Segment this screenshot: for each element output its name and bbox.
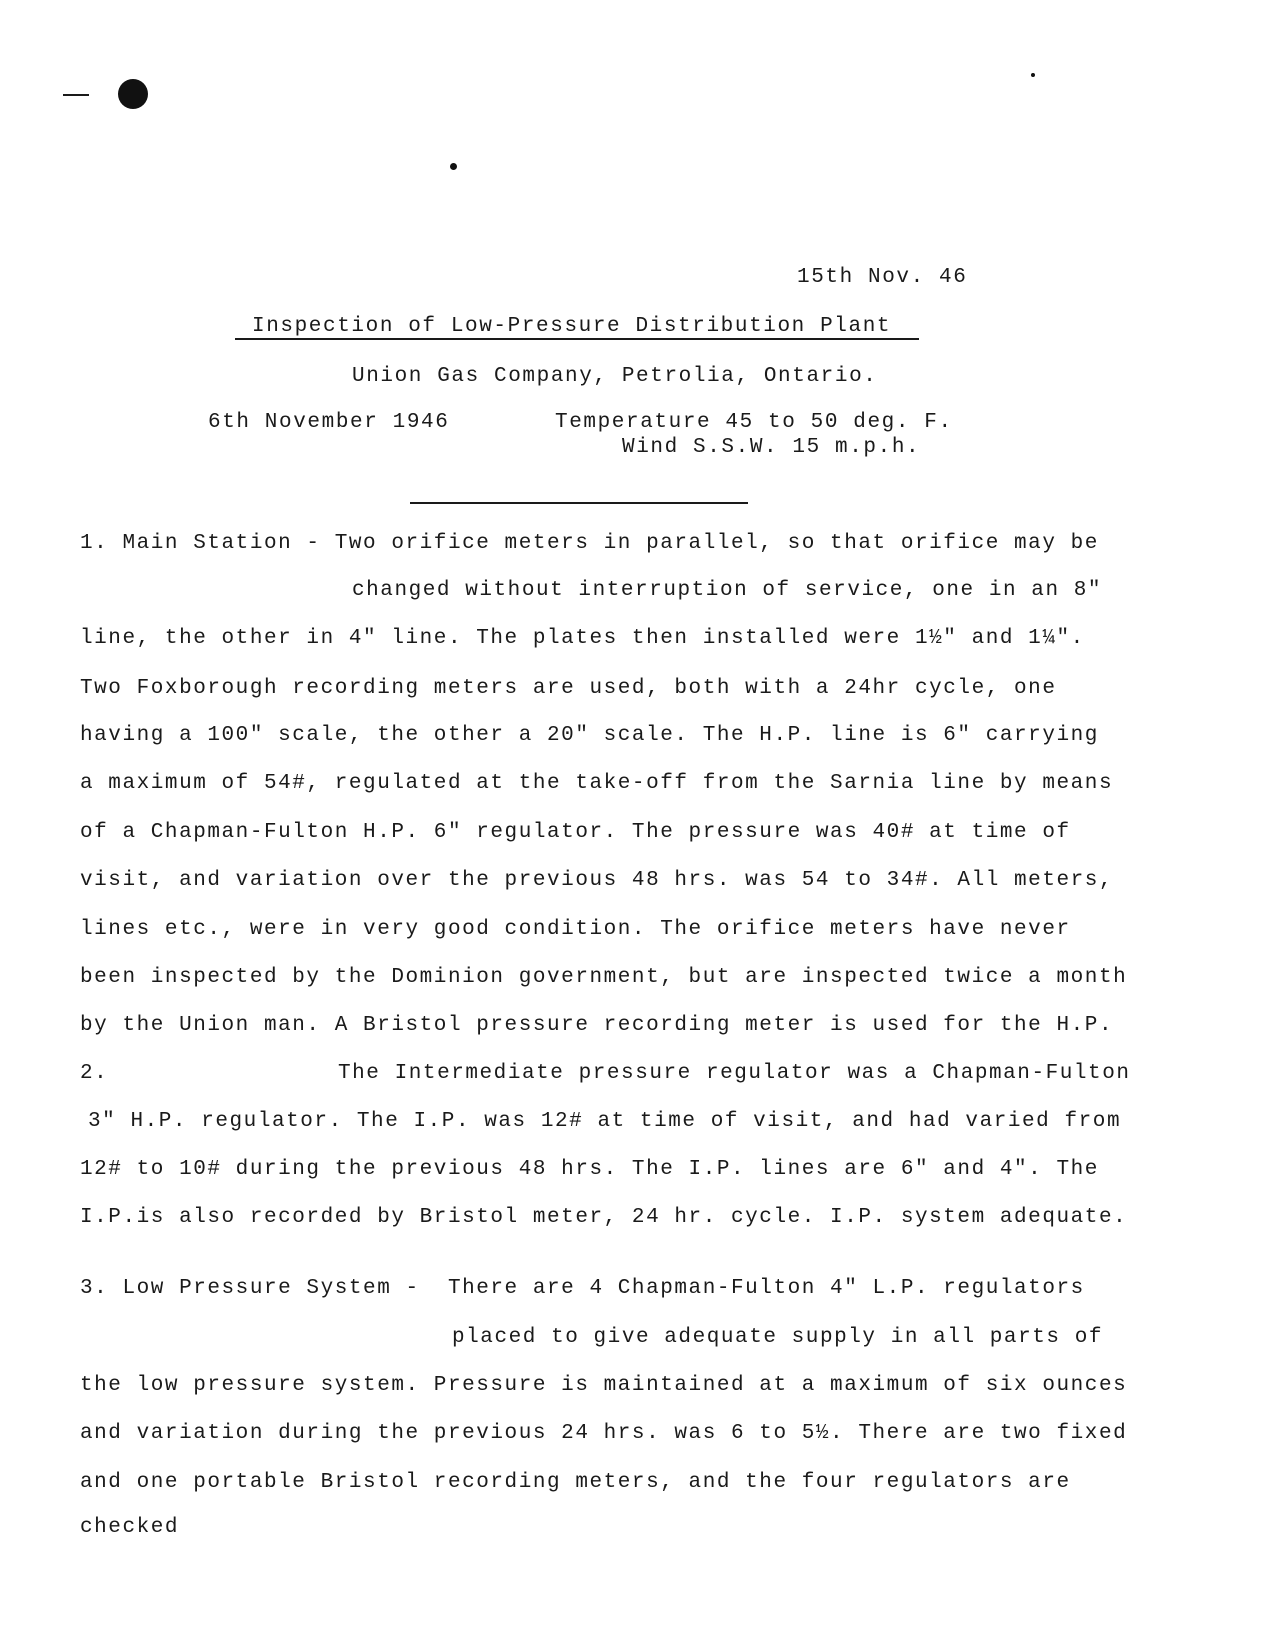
punch-hole [118,79,148,109]
ink-speck [450,163,457,170]
wind-line: Wind S.S.W. 15 m.p.h. [622,436,921,459]
body-line: by the Union man. A Bristol pressure recording meter is used for the H.P. [80,1014,1114,1037]
body-line: The Intermediate pressure regulator was a Chapman-Fulton [338,1062,1131,1085]
body-line: and one portable Bristol recording meters, and the four regulators are [80,1471,1071,1494]
temperature-line: Temperature 45 to 50 deg. F. [555,411,953,434]
company-line: Union Gas Company, Petrolia, Ontario. [352,365,878,388]
body-line: lines etc., were in very good condition. The orifice meters have never [80,918,1071,941]
visit-date: 6th November 1946 [208,411,450,434]
ink-mark [63,94,89,96]
body-line: having a 100" scale, the other a 20" scale. The H.P. line is 6" carrying [80,724,1099,747]
body-line: the low pressure system. Pressure is maintained at a maximum of six ounces [80,1374,1128,1397]
body-line: 3" H.P. regulator. The I.P. was 12# at time of visit, and had varied from [88,1110,1122,1133]
body-line: visit, and variation over the previous 48 hrs. was 54 to 34#. All meters, [80,869,1114,892]
body-line: been inspected by the Dominion government, but are inspected twice a month [80,966,1128,989]
ink-speck [1031,73,1035,77]
document-date: 15th Nov. 46 [797,266,968,289]
section-number: 2. [80,1062,109,1085]
body-line: a maximum of 54#, regulated at the take-off from the Sarnia line by means [80,772,1114,795]
document-title: Inspection of Low-Pressure Distribution Plant [252,315,892,338]
body-line: placed to give adequate supply in all parts of [452,1326,1103,1349]
body-line: and variation during the previous 24 hrs. was 6 to 5½. There are two fixed [80,1422,1128,1445]
body-line: 3. Low Pressure System - There are 4 Chapman-Fulton 4" L.P. regulators [80,1277,1085,1300]
section-divider [410,502,748,504]
body-line: line, the other in 4" line. The plates then installed were 1½" and 1¼". [80,627,1085,650]
body-line: 1. Main Station - Two orifice meters in parallel, so that orifice may be [80,532,1099,555]
body-line: changed without interruption of service, one in an 8" [352,579,1103,602]
body-line: of a Chapman-Fulton H.P. 6" regulator. The pressure was 40# at time of [80,821,1071,844]
body-line: checked [80,1516,180,1539]
body-line: Two Foxborough recording meters are used, both with a 24hr cycle, one [80,677,1057,700]
body-line: I.P.is also recorded by Bristol meter, 24 hr. cycle. I.P. system adequate. [80,1206,1128,1229]
body-line: 12# to 10# during the previous 48 hrs. The I.P. lines are 6" and 4". The [80,1158,1099,1181]
title-underline [235,338,919,340]
